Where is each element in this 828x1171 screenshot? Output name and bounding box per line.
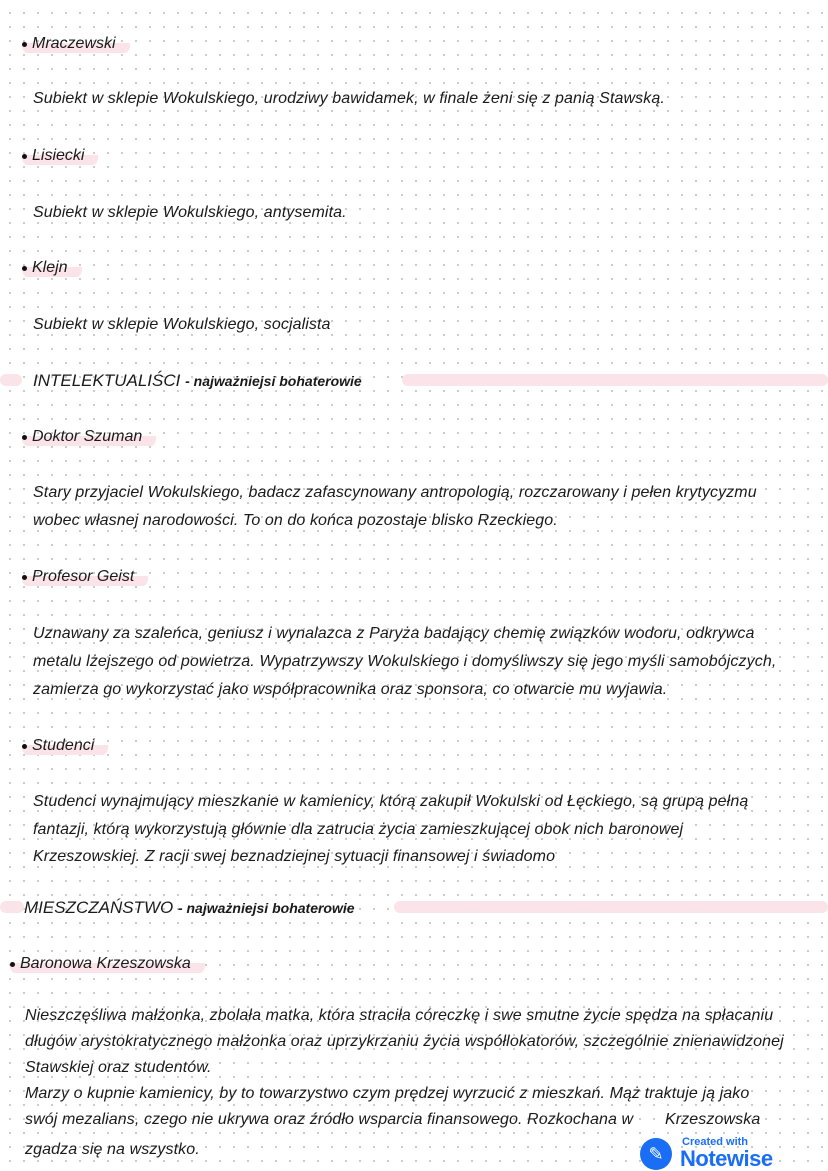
section-heading-intelektualisci	[33, 370, 362, 392]
watermark-brand: Notewise	[680, 1146, 773, 1171]
description-line: Subiekt w sklepie Wokulskiego, urodziwy bawidamek, w finale żeni się z panią Stawską.	[33, 90, 665, 107]
description-line: Marzy o kupnie kamienicy, by to towarzystwo czym prędzej wyrzucić z mieszkań. Mąż traktuje ją jako	[25, 1085, 750, 1102]
pencil-icon: ✎	[640, 1138, 672, 1170]
description-line: Nieszczęśliwa małżonka, zbolała matka, która straciła córeczkę i swe smutne życie spędza na spłacaniu	[25, 1007, 774, 1024]
highlight-band	[394, 901, 828, 913]
character-lisiecki: Lisiecki	[22, 146, 98, 166]
description-line: Studenci wynajmujący mieszkanie w kamienicy, którą zakupił Wokulski od Łęckiego, są grupą pełną	[33, 793, 749, 810]
description-line: Uznawany za szaleńca, geniusz i wynalazca z Paryża badający chemię związków wodoru, odkrywca	[33, 625, 755, 642]
description-line: metalu lżejszego od powietrza. Wypatrzywszy Wokulskiego i domyśliwszy się jego myśli samobójczych,	[33, 653, 777, 670]
description-line: Stary przyjaciel Wokulskiego, badacz zafascynowany antropologią, rozczarowany i pełen krytycyzmu	[33, 484, 757, 501]
character-baronowa-krzeszowska: Baronowa Krzeszowska	[10, 954, 205, 974]
character-studenci: Studenci	[22, 736, 108, 756]
notewise-watermark	[640, 1137, 826, 1171]
description-line: zgadza się na wszystko.	[25, 1141, 200, 1158]
character-profesor-geist: Profesor Geist	[22, 567, 148, 587]
description-line: swój mezalians, czego nie ukrywa oraz źródło wsparcia finansowego. Rozkochana w Krzeszowska	[25, 1111, 761, 1128]
section-title: INTELEKTUALIŚCI	[33, 371, 181, 390]
watermark-created-with: Created with	[682, 1136, 749, 1148]
section-subtitle: - najważniejsi bohaterowie	[185, 373, 362, 389]
character-mraczewski: Mraczewski	[22, 34, 130, 54]
description-line: wobec własnej narodowości. To on do końca pozostaje blisko Rzeckiego.	[33, 512, 558, 529]
section-subtitle: - najważniejsi bohaterowie	[177, 900, 355, 916]
description-line: Krzeszowskiej. Z racji swej beznadziejnej sytuacji finansowej i świadomo	[33, 848, 556, 865]
description-line: Subiekt w sklepie Wokulskiego, socjalista	[33, 316, 331, 333]
description-line: fantazji, którą wykorzystują głównie dla zatrucia życia zamieszkującej obok nich baronowej	[33, 821, 684, 838]
character-klejn: Klejn	[22, 258, 82, 278]
highlight-band	[0, 901, 24, 913]
highlight-band	[402, 374, 828, 386]
character-doktor-szuman: Doktor Szuman	[22, 427, 156, 447]
description-line: zamierza go wykorzystać jako współpracownika oraz sponsora, co otwarcie mu wyjawia.	[33, 681, 668, 698]
section-heading-mieszczanstwo	[24, 897, 355, 919]
section-title: MIESZCZAŃSTWO	[24, 898, 174, 917]
description-line: Subiekt w sklepie Wokulskiego, antysemita.	[33, 204, 347, 221]
description-line: Stawskiej oraz studentów.	[25, 1059, 212, 1076]
description-line: długów arystokratycznego małżonka oraz uprzykrzaniu życia współlokatorów, szczególnie znienawidzonej	[25, 1033, 784, 1050]
highlight-band	[0, 374, 22, 386]
